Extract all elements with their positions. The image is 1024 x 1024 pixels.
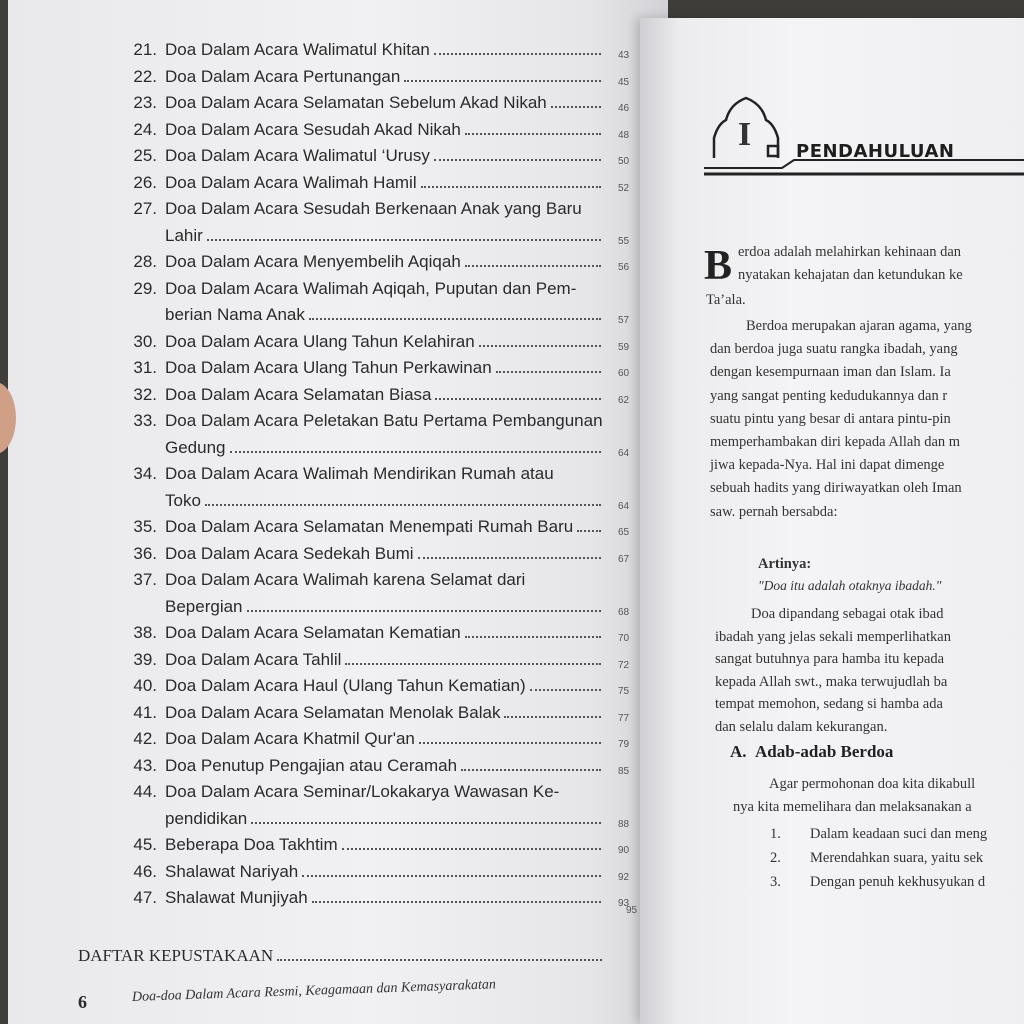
toc-continuation: pendidikan <box>165 809 607 829</box>
toc-title: Doa Dalam Acara Ulang Tahun Perkawinan <box>165 358 492 377</box>
toc-page-number: 50 <box>618 156 630 167</box>
bibliography-label: DAFTAR KEPUSTAKAAN <box>78 946 274 965</box>
toc-number: 21. <box>133 40 157 59</box>
toc-page-number: 48 <box>618 129 630 141</box>
toc-entry <box>112 676 607 700</box>
toc-entry <box>112 385 607 409</box>
paragraph-line: dan selalu dalam kekurangan. <box>715 719 888 735</box>
leader-dots <box>418 557 601 559</box>
intro-line: nyatakan kehajatan dan ketundukan ke <box>738 267 963 283</box>
bibliography-entry <box>78 946 608 966</box>
chapter-numeral: I <box>738 116 752 153</box>
toc-title: Doa Dalam Acara Selamatan Kematian <box>165 623 461 642</box>
toc-entry <box>112 67 607 91</box>
toc-page-number: 64 <box>618 447 630 459</box>
list-number: 1. <box>770 826 781 842</box>
toc-title: Doa Dalam Acara Sedekah Bumi <box>165 543 414 563</box>
leader-dots <box>577 530 601 532</box>
intro-line: erdoa adalah melahirkan kehinaan dan <box>738 244 962 260</box>
toc-number: 35. <box>133 517 157 536</box>
toc-title: Shalawat Munjiyah <box>165 888 308 907</box>
toc-entry <box>112 729 607 753</box>
leader-dots <box>230 451 602 453</box>
toc-continuation: Lahir <box>165 226 607 246</box>
leader-dots <box>530 689 601 691</box>
toc-title: Doa Dalam Acara Walimatul ‘Urusy <box>165 146 430 165</box>
toc-page-number: 77 <box>618 712 630 724</box>
toc-page-number: 93 <box>618 898 630 909</box>
paragraph-line: memperhambakan diri kepada Allah dan m <box>710 434 961 450</box>
leader-dots <box>277 959 602 961</box>
toc-number: 38. <box>133 623 157 642</box>
leader-dots <box>496 371 601 373</box>
toc-page-number: 43 <box>618 50 630 61</box>
section-heading <box>730 742 893 762</box>
leader-dots <box>404 80 601 82</box>
leader-dots <box>345 663 601 665</box>
toc-entry <box>112 279 607 303</box>
toc-title: Doa Dalam Acara Khatmil Qur'an <box>165 729 415 748</box>
leader-dots <box>465 133 601 135</box>
toc-number: 46. <box>133 861 157 881</box>
toc-title: Doa Dalam Acara Tahlil <box>165 649 342 669</box>
toc-entry <box>112 173 607 197</box>
leader-dots <box>342 848 601 850</box>
toc-page-number: 67 <box>618 553 630 565</box>
toc-page-number: 45 <box>618 76 630 88</box>
toc-page-number: 52 <box>618 182 630 194</box>
paragraph-line: nya kita memelihara dan melaksanakan a <box>733 799 972 815</box>
toc-page-number: 85 <box>618 765 630 777</box>
leader-dots <box>434 159 601 161</box>
paragraph-line: kepada Allah swt., maka terwujudlah ba <box>715 673 948 690</box>
toc-title: Doa Dalam Acara Seminar/Lokakarya Wawasan Ke- <box>165 782 560 801</box>
section-title: Adab-adab Berdoa <box>755 742 894 761</box>
toc-title: Doa Dalam Acara Pertunangan <box>165 66 401 86</box>
toc-page-number: 46 <box>618 103 630 114</box>
toc-number: 22. <box>133 66 157 86</box>
toc-number: 44. <box>133 782 157 801</box>
leader-dots <box>207 239 601 241</box>
toc-entry <box>112 650 607 674</box>
toc-page-number: 64 <box>618 500 630 512</box>
toc-title: Doa Dalam Acara Walimah Hamil <box>165 172 417 192</box>
toc-page-number: 55 <box>618 235 630 247</box>
toc-entry <box>112 756 607 780</box>
leader-dots <box>434 53 601 55</box>
toc-number: 24. <box>133 119 157 139</box>
leader-dots <box>312 901 601 903</box>
paragraph-line: tempat memohon, sedang si hamba ada <box>715 696 943 713</box>
paragraph-line: dengan kesempurnaan iman dan Islam. Ia <box>710 364 951 381</box>
toc-continuation: Gedung <box>165 438 607 458</box>
toc-title: Doa Dalam Acara Selamatan Menolak Balak <box>165 702 501 722</box>
toc-number: 41. <box>133 702 157 722</box>
toc-title: Beberapa Doa Takhtim <box>165 835 338 854</box>
toc-entry <box>112 703 607 727</box>
toc-page-number: 57 <box>618 315 630 326</box>
toc-entry <box>112 146 607 170</box>
paragraph-line: Berdoa merupakan ajaran agama, yang <box>746 318 972 334</box>
toc-entry <box>112 40 607 64</box>
toc-entry <box>112 623 607 647</box>
paragraph-line: dan berdoa juga suatu rangka ibadah, yang <box>710 341 958 358</box>
page-number: 6 <box>78 992 87 1012</box>
toc-title: Shalawat Nariyah <box>165 861 299 881</box>
toc-number: 34. <box>133 464 157 483</box>
toc-number: 27. <box>133 199 157 218</box>
paragraph-line: Agar permohonan doa kita dikabull <box>769 776 976 792</box>
toc-title: Doa Dalam Acara Sesudah Berkenaan Anak yang Baru <box>165 199 582 218</box>
leader-dots <box>205 504 601 506</box>
artinya-quote: "Doa itu adalah otaknya ibadah." <box>758 578 942 593</box>
toc-number: 40. <box>133 676 157 695</box>
toc-title: Doa Dalam Acara Haul (Ulang Tahun Kematian) <box>165 676 526 695</box>
toc-number: 33. <box>133 411 157 430</box>
toc-title: Doa Dalam Acara Selamatan Biasa <box>165 384 432 404</box>
leader-dots <box>302 875 601 877</box>
toc-number: 47. <box>133 888 157 907</box>
toc-entry <box>112 835 607 859</box>
toc-title: Doa Dalam Acara Ulang Tahun Kelahiran <box>165 331 475 351</box>
leader-dots <box>504 716 601 718</box>
toc-page-number: 68 <box>618 606 630 618</box>
toc-number: 32. <box>133 384 157 404</box>
toc-entry <box>112 888 607 912</box>
toc-entry <box>112 862 607 886</box>
leader-dots <box>465 265 601 267</box>
toc-number: 25. <box>133 146 157 165</box>
toc-entry <box>112 517 607 541</box>
leader-dots <box>461 769 601 771</box>
toc-entry <box>112 332 607 356</box>
toc-entry <box>112 199 607 223</box>
toc-entry <box>112 411 607 435</box>
toc-page-number: 56 <box>618 262 630 273</box>
artinya-label: Artinya: <box>758 556 812 572</box>
paragraph-line: yang sangat penting kedudukannya dan r <box>710 387 948 404</box>
toc-number: 42. <box>133 729 157 748</box>
section-label: A. <box>730 742 747 761</box>
toc-entry <box>112 120 607 144</box>
toc-entry <box>112 544 607 568</box>
leader-dots <box>435 398 601 400</box>
chapter-arch-icon <box>704 90 1024 180</box>
toc-number: 39. <box>133 649 157 669</box>
toc-page-number: 79 <box>618 739 630 750</box>
toc-title: Doa Dalam Acara Walimah karena Selamat dari <box>165 570 526 589</box>
toc-page-number: 60 <box>618 368 630 379</box>
toc-page-number: 90 <box>618 845 630 856</box>
chapter-title: PENDAHULUAN <box>796 141 955 162</box>
toc-title: Doa Dalam Acara Walimatul Khitan <box>165 40 430 59</box>
toc-title: Doa Dalam Acara Selamatan Menempati Rumah Baru <box>165 517 574 536</box>
toc-continuation: Toko <box>165 491 607 511</box>
list-item: Merendahkan suara, yaitu sek <box>810 850 984 866</box>
toc-page-number: 70 <box>618 633 630 644</box>
paragraph-line: ibadah yang jelas sekali memperlihatkan <box>715 628 951 645</box>
paragraph-line: saw. pernah bersabda: <box>710 503 838 520</box>
paragraph-line: sebuah hadits yang diriwayatkan oleh Iman <box>710 480 962 497</box>
paragraph-line: Doa dipandang sebagai otak ibad <box>751 606 944 622</box>
toc-entry <box>112 782 607 806</box>
toc-entry <box>112 358 607 382</box>
toc-entry <box>112 93 607 117</box>
toc-page-number: 92 <box>618 871 630 883</box>
toc-page-number: 62 <box>618 394 630 406</box>
list-number: 2. <box>770 850 781 866</box>
intro-line: Ta’ala. <box>706 292 746 308</box>
toc-title: Doa Dalam Acara Menyembelih Aqiqah <box>165 252 461 271</box>
toc-number: 36. <box>133 543 157 563</box>
toc-number: 45. <box>133 835 157 854</box>
toc-page-number: 88 <box>618 818 630 830</box>
toc-entry <box>112 464 607 488</box>
leader-dots <box>479 345 601 347</box>
toc-entry <box>112 570 607 594</box>
toc-number: 29. <box>133 278 157 298</box>
drop-cap: B <box>704 243 733 289</box>
toc-number: 28. <box>133 252 157 271</box>
leader-dots <box>465 636 601 638</box>
toc-title: Doa Dalam Acara Walimah Mendirikan Rumah atau <box>165 464 554 483</box>
list-item: Dalam keadaan suci dan meng <box>810 826 988 842</box>
toc-page-number: 59 <box>618 341 630 353</box>
toc-title: Doa Penutup Pengajian atau Ceramah <box>165 755 458 775</box>
leader-dots <box>421 186 601 188</box>
toc-title: Doa Dalam Acara Walimah Aqiqah, Puputan dan Pem- <box>165 278 577 298</box>
paragraph-line: suatu pintu yang besar di antara pintu-pin <box>710 410 951 427</box>
list-number: 3. <box>770 874 781 890</box>
toc-entry <box>112 252 607 276</box>
paragraph-line: sangat butuhnya para hamba itu kepada <box>715 651 945 668</box>
leader-dots <box>309 318 601 320</box>
toc-number: 30. <box>133 331 157 351</box>
toc-page-number: 72 <box>618 659 630 671</box>
leader-dots <box>551 106 601 108</box>
toc-number: 26. <box>133 172 157 192</box>
toc-number: 43. <box>133 755 157 775</box>
paragraph-line: jiwa kepada-Nya. Hal ini dapat dimenge <box>710 457 945 474</box>
toc-page-number: 65 <box>618 527 630 538</box>
toc-title: Doa Dalam Acara Peletakan Batu Pertama Pembangunan <box>165 411 603 430</box>
toc-title: Doa Dalam Acara Sesudah Akad Nikah <box>165 119 461 139</box>
leader-dots <box>247 610 601 612</box>
running-footer: Doa-doa Dalam Acara Resmi, Keagamaan dan Kemasyarakatan <box>131 977 497 1005</box>
toc-number: 31. <box>133 358 157 377</box>
list-item: Dengan penuh kekhusyukan d <box>810 874 986 890</box>
bibliography-page: 95 <box>626 905 638 916</box>
toc-number: 37. <box>133 570 157 589</box>
toc-continuation: berian Nama Anak <box>165 305 607 325</box>
toc-continuation: Bepergian <box>165 597 607 617</box>
toc-number: 23. <box>133 93 157 112</box>
leader-dots <box>251 822 601 824</box>
toc-title: Doa Dalam Acara Selamatan Sebelum Akad Nikah <box>165 93 547 112</box>
toc-page-number: 75 <box>618 686 630 697</box>
leader-dots <box>419 742 601 744</box>
